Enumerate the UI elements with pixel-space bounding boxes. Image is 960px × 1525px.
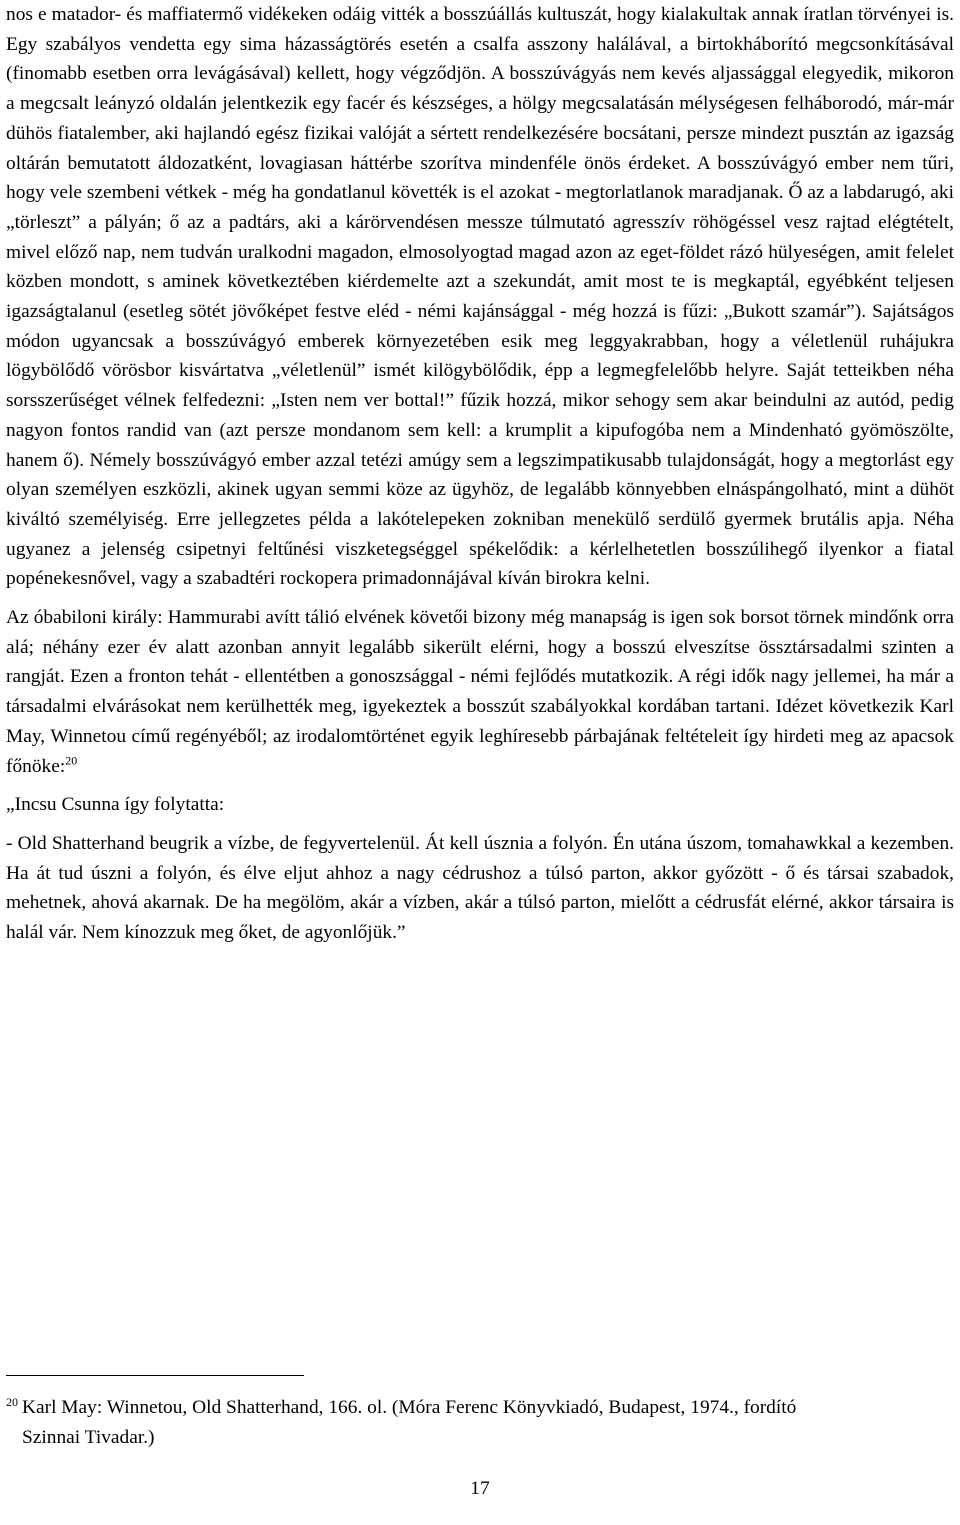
quote-intro: „Incsu Csunna így folytatta: [6,794,225,816]
paragraph-2-text: Az óbabiloni király: Hammurabi avítt tálió elvének követői bizony még manapság is igen sok borsot törnek mindőnk orra alá; néhány ezer év alatt azonban annyit legalább sikerült elérni, hogy a bosszú elveszítse össztársadalmi szinten a rangját. Ezen a fronton tehát - ellentétben a gonoszsággal - némi fejlődés mutatkozik. A régi idők nagy jellemei, ha már a társadalmi elvárásokat nem kerülhették meg, igyekeztek a bosszút szabályokkal kordában tartani. Idézet következik Karl May, Winnetou című regényéből; az irodalomtörténet egyik leghíresebb párbajának feltételeit így hirdeti meg az apacsok főnöke: [6,607,954,777]
paragraph-1: nos e matador- és maffiatermő vidékeken odáig vitték a bosszúállás kultuszát, hogy kialakultak annak íratlan törvényei is. Egy szabályos vendetta egy sima házasságtörés esetén a csalfa asszony halálával, a birtokháborító megcsonkításával (finomabb esetben orra levágásával) kellett, hogy végződjön. A bosszúvágyás nem kevés aljassággal elegyedik, mikoron a megcsalt leányzó oldalán jelentkezik egy facér és készséges, a hölgy megcsalatásán mélységesen felháborodó, már-már dühös fiatalember, aki hajlandó egész fizikai valóját a sértett rendelkezésére bocsátani, persze mindezt pusztán az igazság oltárán bemutatott áldozatként, lovagiasan háttérbe szorítva mindenféle önös érdeket. A bosszúvágyó ember nem tűri, hogy vele szembeni vétkek - még ha gondatlanul követték is el azokat - megtorlatlanok maradjanak. Ő az a labdarugó, aki „törleszt” a pályán; ő az a padtárs, aki a kárörvendésen messze túlmutató agresszív röhögéssel vesz rajtad elégtételt, mivel előző nap, nem tudván uralkodni magadon, elmosolyogtad magad azon az eget-földet rázó hülyeségen, amit felelet közben mondott, s aminek következtében kiérdemelte azt a szekundát, amit most te is megkaptál, egyébként teljesen igazságtalanul (esetleg sötét jövőképet festve eléd - némi kajánsággal - még hozzá is fűzi: „Bukott szamár”). Sajátságos módon ugyancsak a bosszúvágyó emberek környezetében esik meg leggyakrabban, hogy a véletlenül ruhájukra lögybölődő vörösbor kisvártatva „véletlenül” ismét kilögybölődik, épp a legmegfelelőbb helyre. Saját tetteikben néha sorsszerűséget vélnek felfedezni: „Isten nem ver bottal!” fűzik hozzá, mikor sehogy sem akar beindulni az autód, pedig nagyon fontos randid van (azt persze mondanom sem kell: a krumplit a kipufogóba nem a Mindenható gyömöszölte, hanem ő). Némely bosszúvágyó ember azzal tetézi amúgy sem a legszimpatikusabb tulajdonságát, hogy a megtorlást egy olyan személyen eszközli, akinek ugyan semmi köze az ügyhöz, de legalább könnyebben elnáspángolható, mint a dühöt kiváltó személyiség. Erre jellegzetes példa a lakótelepeken zokniban menekülő serdülő gyermek brutális apja. Néha ugyanez a jelenség csipetnyi feltűnési viszketegséggel spékelődik: a kérlelhetetlen bosszúlihegő ilyenkor a fiatal popénekesnővel, vagy a szabadtéri rockopera primadonnájával kíván birokra kelni. [6,4,954,590]
footnote-reference: 20 [65,753,78,768]
quote-body: - Old Shatterhand beugrik a vízbe, de fegyvertelenül. Át kell úsznia a folyón. Én utána úszom, tomahawkkal a kezemben. Ha át tud úszni a folyón, és élve eljut ahhoz a nagy cédrushoz a túlsó parton, akkor győzött - ő és társai szabadok, mehetnek, ahová akarnak. De ha megölöm, akár a vízben, akár a túlsó parton, mielőtt a cédrusfát elérné, akkor társaira is halál vár. Nem kínozzuk meg őket, de agyonlőjük.” [6,832,954,944]
footnote-mark: 20 [6,1394,18,1409]
footnote-separator [6,1375,304,1376]
footnote [6,1393,954,1452]
page-number: 17 [470,1478,490,1499]
footnote-line-1: Karl May: Winnetou, Old Shatterhand, 166. ol. (Móra Ferenc Könyvkiadó, Budapest, 1974., fordító [22,1397,797,1418]
paragraph-2 [6,603,954,781]
footnote-line-2: Szinnai Tivadar.) [22,1426,155,1448]
